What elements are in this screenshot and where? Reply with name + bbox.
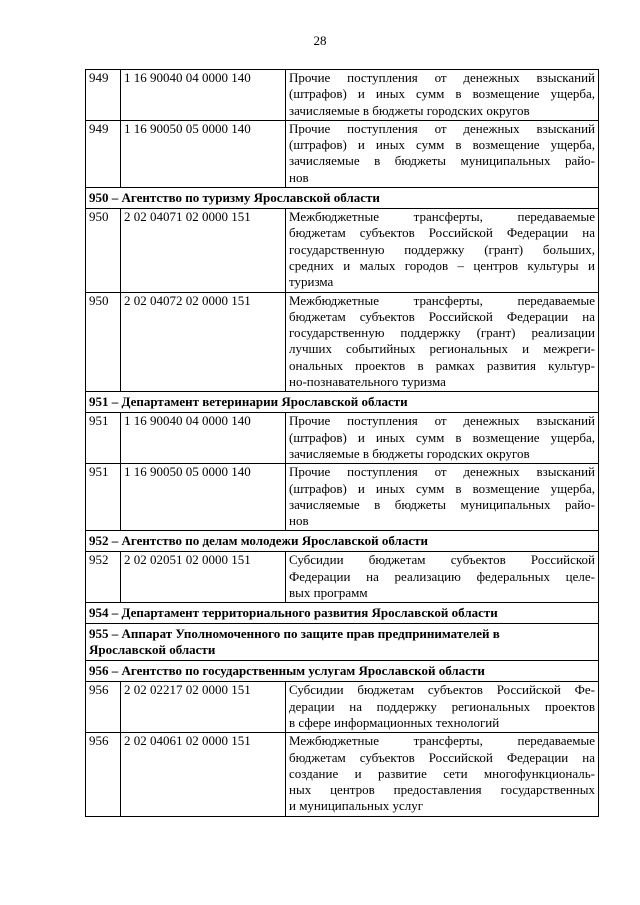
section-title-line: 954 – Департамент территориального развития Ярославской области (89, 605, 498, 621)
revenue-description-cell (286, 209, 599, 292)
revenue-description-cell (286, 413, 599, 464)
section-title-text (89, 663, 595, 679)
section-title-text (89, 394, 595, 410)
section-header-row (86, 661, 599, 682)
section-title-line: Ярославской области (89, 642, 216, 658)
section-header-row (86, 603, 599, 624)
table-row (86, 464, 599, 531)
budget-class-code-cell: 2 02 04061 02 0000 151 (121, 733, 286, 816)
section-title (86, 188, 599, 209)
description-line: (штрафов) и иных сумм в возмещение ущерба, (289, 480, 595, 496)
table-row (86, 70, 599, 121)
description-line: дерации на поддержку региональных проектов (289, 698, 595, 714)
description-line: средних и малых городов – центров культуры и (289, 257, 595, 273)
description-line: ных центров предоставления государственных (289, 782, 595, 798)
budget-class-code-cell: 1 16 90040 04 0000 140 (121, 70, 286, 121)
revenue-description-cell (286, 733, 599, 816)
budget-class-code-cell: 2 02 04071 02 0000 151 (121, 209, 286, 292)
description-line: (штрафов) и иных сумм в возмещение ущерба, (289, 429, 595, 445)
budget-class-code-cell: 2 02 02051 02 0000 151 (121, 552, 286, 603)
section-title-line: 951 – Департамент ветеринарии Ярославской области (89, 394, 408, 410)
section-title-line: 956 – Агентство по государственным услугам Ярославской области (89, 663, 485, 679)
description-line: но-познавательного туризма (289, 374, 446, 390)
admin-code-cell: 950 (86, 209, 121, 292)
admin-code-cell: 952 (86, 552, 121, 603)
description-line: и муниципальных услуг (289, 798, 424, 814)
description-line: (штрафов) и иных сумм в возмещение ущерба, (289, 137, 595, 153)
budget-class-code-cell: 2 02 02217 02 0000 151 (121, 682, 286, 733)
description-line: ональных проектов в рамках развития культур- (289, 357, 595, 373)
section-header-row (86, 624, 599, 661)
section-header-row (86, 188, 599, 209)
section-title-line: 955 – Аппарат Уполномоченного по защите прав предпринимателей в (89, 626, 500, 642)
description-line: лучших событийных региональных и межреги- (289, 341, 595, 357)
budget-class-code-cell: 2 02 04072 02 0000 151 (121, 292, 286, 392)
description-line: бюджетам субъектов Российской Федерации на (289, 308, 595, 324)
revenue-description-cell (286, 292, 599, 392)
budget-class-code-cell: 1 16 90040 04 0000 140 (121, 413, 286, 464)
description-line: зачисляемые в бюджеты муниципальных райо- (289, 153, 595, 169)
description-line: Федерации на реализацию федеральных целе- (289, 568, 595, 584)
description-line: зачисляемые в бюджеты городских округов (289, 102, 530, 118)
section-title-text (89, 605, 595, 621)
description-line: зачисляемые в бюджеты городских округов (289, 445, 530, 461)
table-row (86, 552, 599, 603)
table-row (86, 292, 599, 392)
section-title-text (89, 626, 595, 658)
section-title (86, 392, 599, 413)
section-header-row (86, 531, 599, 552)
description-line: Прочие поступления от денежных взысканий (289, 464, 595, 480)
budget-revenue-table (85, 69, 599, 817)
description-line: нов (289, 513, 309, 529)
revenue-description-cell (286, 120, 599, 187)
admin-code-cell: 950 (86, 292, 121, 392)
table-row (86, 413, 599, 464)
description-line: создание и развитие сети многофункциональ- (289, 765, 595, 781)
admin-code-cell: 949 (86, 120, 121, 187)
description-line: нов (289, 169, 309, 185)
description-line: Субсидии бюджетам субъектов Российской Фе- (289, 682, 595, 698)
admin-code-cell: 956 (86, 682, 121, 733)
section-title (86, 531, 599, 552)
description-line: вых программ (289, 585, 368, 601)
budget-class-code-cell: 1 16 90050 05 0000 140 (121, 120, 286, 187)
section-title-line: 952 – Агентство по делам молодежи Ярославской области (89, 533, 428, 549)
admin-code-cell: 956 (86, 733, 121, 816)
description-line: государственную поддержку (грант) реализации (289, 325, 595, 341)
revenue-description-cell (286, 552, 599, 603)
description-line: Межбюджетные трансферты, передаваемые (289, 292, 595, 308)
table-row (86, 682, 599, 733)
section-title-text (89, 190, 595, 206)
description-line: в сфере информационных технологий (289, 714, 500, 730)
table-body (86, 70, 599, 817)
admin-code-cell: 949 (86, 70, 121, 121)
section-title-text (89, 533, 595, 549)
description-line: зачисляемые в бюджеты муниципальных райо- (289, 496, 595, 512)
description-line: Межбюджетные трансферты, передаваемые (289, 209, 595, 225)
table-row (86, 120, 599, 187)
revenue-description-cell (286, 70, 599, 121)
table-row (86, 209, 599, 292)
description-line: Прочие поступления от денежных взысканий (289, 413, 595, 429)
admin-code-cell: 951 (86, 464, 121, 531)
section-title-line: 950 – Агентство по туризму Ярославской области (89, 190, 380, 206)
section-title (86, 603, 599, 624)
description-line: Межбюджетные трансферты, передаваемые (289, 733, 595, 749)
description-line: (штрафов) и иных сумм в возмещение ущерба, (289, 86, 595, 102)
description-line: Прочие поступления от денежных взысканий (289, 120, 595, 136)
description-line: бюджетам субъектов Российской Федерации на (289, 749, 595, 765)
admin-code-cell: 951 (86, 413, 121, 464)
page-number: 28 (313, 33, 327, 48)
section-header-row (86, 392, 599, 413)
description-line: туризма (289, 274, 334, 290)
description-line: государственную поддержку (грант) больших, (289, 241, 595, 257)
section-title (86, 661, 599, 682)
description-line: Прочие поступления от денежных взысканий (289, 70, 595, 85)
section-title (86, 624, 599, 661)
table-row (86, 733, 599, 816)
revenue-description-cell (286, 682, 599, 733)
revenue-description-cell (286, 464, 599, 531)
description-line: Субсидии бюджетам субъектов Российской (289, 552, 595, 568)
budget-class-code-cell: 1 16 90050 05 0000 140 (121, 464, 286, 531)
description-line: бюджетам субъектов Российской Федерации на (289, 225, 595, 241)
